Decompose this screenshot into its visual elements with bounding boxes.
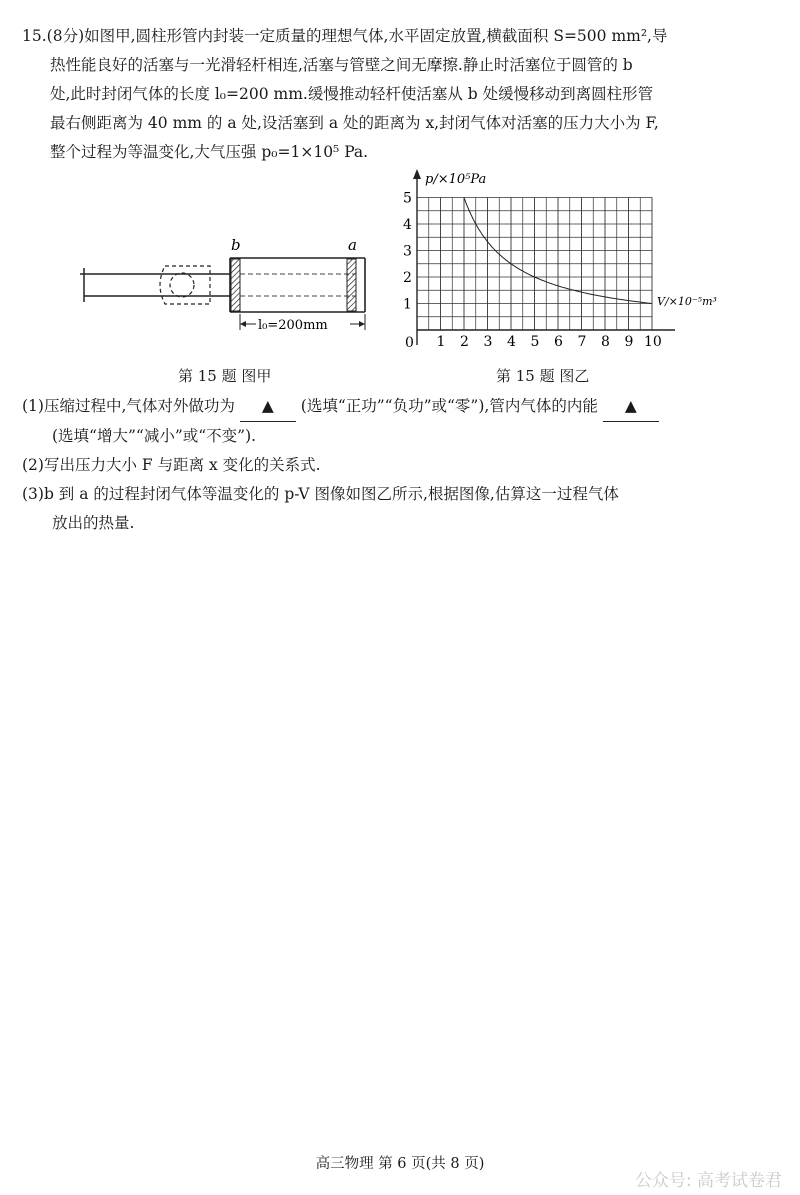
question-number: 15. — [22, 27, 47, 45]
x-tick-label: 2 — [460, 334, 469, 350]
figure-b-chart — [385, 165, 745, 355]
figure-b-caption: 第 15 题 图乙 — [496, 367, 590, 385]
sub-question-3-cont: 放出的热量. — [52, 514, 135, 532]
sub-questions — [22, 392, 782, 538]
y-axis-label: p/×10⁵Pa — [425, 172, 487, 187]
y-tick-label: 3 — [403, 243, 412, 260]
answer-blank-1[interactable]: ▲ — [240, 392, 296, 422]
page-footer: 高三物理 第 6 页(共 8 页) — [315, 1156, 485, 1172]
x-tick-label: 7 — [577, 334, 587, 350]
x-tick-label: 9 — [624, 334, 634, 350]
sub-question-2: (2)写出压力大小 F 与距离 x 变化的关系式. — [22, 456, 321, 474]
figure-a-caption: 第 15 题 图甲 — [178, 367, 272, 385]
question-line-5: 整个过程为等温变化,大气压强 p₀=1×10⁵ Pa. — [50, 143, 369, 161]
watermark: 公众号: 高考试卷君 — [634, 1171, 782, 1191]
question-line-1: 15.(8分)如图甲,圆柱形管内封装一定质量的理想气体,水平固定放置,横截面积 S=500 mm²,导 — [22, 27, 668, 45]
push-rod — [80, 268, 230, 302]
sub-question-1: (1)压缩过程中,气体对外做功为 ▲ (选填“正功”“负功”或“零”),管内气体的内能 ▲ — [22, 392, 782, 422]
y-tick-label: 1 — [403, 296, 412, 313]
piston-a — [347, 259, 356, 311]
figure-a-diagram — [70, 230, 380, 350]
y-tick-label: 2 — [403, 270, 412, 286]
x-tick-label: 10 — [644, 334, 662, 350]
origin-label: 0 — [405, 335, 414, 351]
length-label: l₀=200mm — [258, 318, 328, 333]
x-tick-label: 5 — [530, 334, 540, 350]
x-tick-label: 6 — [554, 334, 563, 350]
chart-grid — [417, 198, 652, 331]
x-tick-label: 4 — [507, 334, 516, 350]
question-line-3: 处,此时封闭气体的长度 l₀=200 mm.缓慢推动轻杆使活塞从 b 处缓慢移动到离圆柱形管 — [50, 85, 654, 103]
rod-connector — [160, 266, 210, 304]
label-a: a — [348, 236, 357, 254]
cylinder-tube — [230, 258, 365, 312]
label-b: b — [231, 236, 241, 254]
x-tick-labels — [437, 334, 662, 350]
sub-question-1-cont: (选填“增大”“减小”或“不变”). — [52, 427, 257, 445]
question-stem — [22, 22, 782, 167]
x-tick-label: 3 — [483, 334, 493, 350]
x-axis-label: V/×10⁻⁵m³ — [657, 295, 717, 308]
y-tick-label: 5 — [403, 190, 412, 207]
question-line-2: 热性能良好的活塞与一光滑轻杆相连,活塞与管壁之间无摩擦.静止时活塞位于圆管的 b — [50, 56, 633, 74]
x-tick-label: 1 — [436, 334, 446, 350]
y-tick-labels — [403, 191, 412, 313]
question-line-4: 最右侧距离为 40 mm 的 a 处,设活塞到 a 处的距离为 x,封闭气体对活塞的压力大小为 F, — [50, 114, 659, 132]
sub-question-3: (3)b 到 a 的过程封闭气体等温变化的 p-V 图像如图乙所示,根据图像,估算这一过程气体 — [22, 485, 619, 503]
answer-blank-2[interactable]: ▲ — [603, 392, 659, 422]
piston-b — [231, 259, 240, 311]
y-tick-label: 4 — [403, 217, 412, 233]
x-tick-label: 8 — [601, 334, 610, 350]
